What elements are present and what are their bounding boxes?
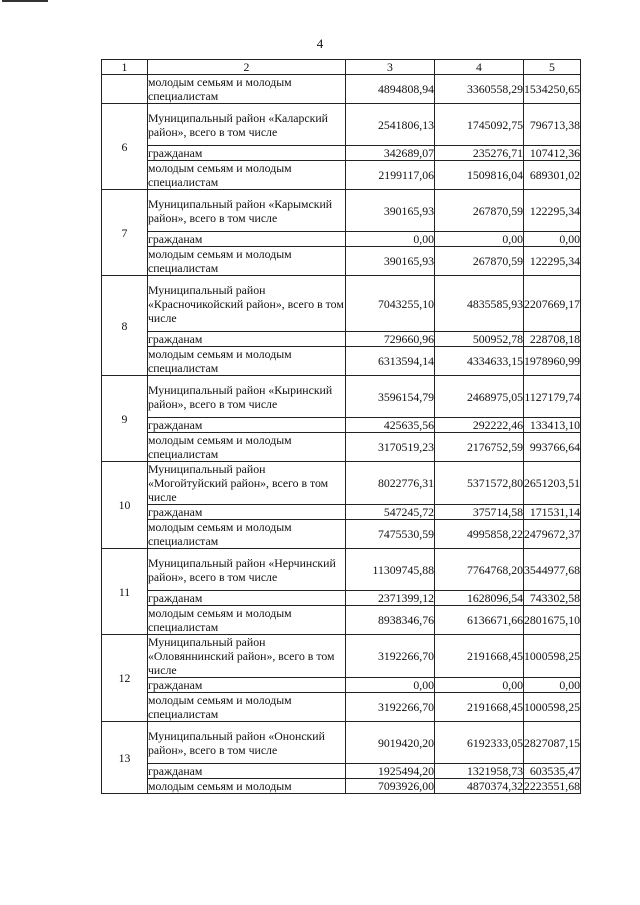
amount-c4: 4334633,15 — [435, 347, 524, 376]
row-description: молодым семьям и молодым специалистам — [148, 75, 346, 104]
amount-c3: 3596154,79 — [346, 376, 435, 418]
table-row — [102, 779, 581, 794]
amount-c3: 6313594,14 — [346, 347, 435, 376]
row-description: молодым семьям и молодым специалистам — [148, 161, 346, 190]
amount-c4: 267870,59 — [435, 190, 524, 232]
table-row — [102, 549, 581, 591]
row-number — [102, 75, 148, 104]
amount-c3: 390165,93 — [346, 190, 435, 232]
table-row — [102, 75, 581, 104]
column-header-4: 4 — [435, 60, 524, 75]
amount-c4: 235276,71 — [435, 146, 524, 161]
table-row — [102, 591, 581, 606]
header-row — [102, 60, 581, 75]
amount-c5: 0,00 — [524, 678, 581, 693]
amount-c3: 9019420,20 — [346, 722, 435, 764]
row-description: молодым семьям и молодым специалистам — [148, 247, 346, 276]
amount-c4: 1628096,54 — [435, 591, 524, 606]
amount-c5: 2801675,10 — [524, 606, 581, 635]
table-row — [102, 190, 581, 232]
amount-c4: 4870374,32 — [435, 779, 524, 794]
amount-c4: 6192333,05 — [435, 722, 524, 764]
amount-c5: 689301,02 — [524, 161, 581, 190]
table-row — [102, 520, 581, 549]
amount-c4: 500952,78 — [435, 332, 524, 347]
row-description: Муниципальный район «Оловяннинский район», всего в том числе — [148, 635, 346, 678]
amount-c5: 2207669,17 — [524, 276, 581, 332]
row-description: гражданам — [148, 678, 346, 693]
amount-c3: 8938346,76 — [346, 606, 435, 635]
amount-c3: 3192266,70 — [346, 635, 435, 678]
amount-c5: 993766,64 — [524, 433, 581, 462]
row-description: Муниципальный район «Ононский район», всего в том числе — [148, 722, 346, 764]
amount-c3: 342689,07 — [346, 146, 435, 161]
amount-c3: 547245,72 — [346, 505, 435, 520]
amount-c5: 0,00 — [524, 232, 581, 247]
table-row — [102, 606, 581, 635]
amount-c3: 425635,56 — [346, 418, 435, 433]
amount-c4: 0,00 — [435, 232, 524, 247]
budget-table — [101, 59, 581, 794]
row-description: Муниципальный район «Карымский район», всего в том числе — [148, 190, 346, 232]
top-rule — [2, 0, 48, 2]
table-row — [102, 462, 581, 505]
amount-c4: 2191668,45 — [435, 635, 524, 678]
amount-c4: 2468975,05 — [435, 376, 524, 418]
amount-c3: 390165,93 — [346, 247, 435, 276]
amount-c3: 0,00 — [346, 678, 435, 693]
table-row — [102, 678, 581, 693]
table-row — [102, 693, 581, 722]
row-description: гражданам — [148, 332, 346, 347]
amount-c4: 6136671,66 — [435, 606, 524, 635]
table-row — [102, 505, 581, 520]
amount-c5: 603535,47 — [524, 764, 581, 779]
amount-c3: 11309745,88 — [346, 549, 435, 591]
row-description: гражданам — [148, 146, 346, 161]
amount-c4: 4835585,93 — [435, 276, 524, 332]
row-description: гражданам — [148, 591, 346, 606]
table-row — [102, 418, 581, 433]
amount-c4: 292222,46 — [435, 418, 524, 433]
amount-c4: 2176752,59 — [435, 433, 524, 462]
amount-c3: 2371399,12 — [346, 591, 435, 606]
amount-c5: 796713,38 — [524, 104, 581, 146]
table-row — [102, 376, 581, 418]
amount-c3: 7043255,10 — [346, 276, 435, 332]
amount-c5: 1000598,25 — [524, 693, 581, 722]
table-row — [102, 722, 581, 764]
amount-c4: 375714,58 — [435, 505, 524, 520]
amount-c5: 2479672,37 — [524, 520, 581, 549]
amount-c3: 7093926,00 — [346, 779, 435, 794]
table-row — [102, 161, 581, 190]
row-description: Муниципальный район «Красночикойский район», всего в том числе — [148, 276, 346, 332]
row-description: Муниципальный район «Нерчинский район», всего в том числе — [148, 549, 346, 591]
row-description: молодым семьям и молодым специалистам — [148, 606, 346, 635]
row-description: Муниципальный район «Кыринский район», всего в том числе — [148, 376, 346, 418]
amount-c5: 122295,34 — [524, 247, 581, 276]
column-header-3: 3 — [346, 60, 435, 75]
amount-c5: 2223551,68 — [524, 779, 581, 793]
amount-c5: 228708,18 — [524, 332, 581, 347]
row-description: молодым семьям и молодым специалистам — [148, 693, 346, 722]
row-number: 9 — [102, 376, 148, 462]
row-description: молодым семьям и молодым специалистам — [148, 347, 346, 376]
amount-c3: 8022776,31 — [346, 462, 435, 505]
amount-c3: 729660,96 — [346, 332, 435, 347]
row-description: гражданам — [148, 505, 346, 520]
table-row — [102, 232, 581, 247]
row-description: гражданам — [148, 764, 346, 779]
amount-c3: 4894808,94 — [346, 75, 435, 104]
amount-c5: 3544977,68 — [524, 549, 581, 591]
amount-c3: 3192266,70 — [346, 693, 435, 722]
amount-c5: 122295,34 — [524, 190, 581, 232]
table-row — [102, 146, 581, 161]
table-row — [102, 247, 581, 276]
amount-c5: 2651203,51 — [524, 462, 581, 505]
row-number: 13 — [102, 722, 148, 794]
table-row — [102, 104, 581, 146]
amount-c3: 2541806,13 — [346, 104, 435, 146]
amount-c3: 1925494,20 — [346, 764, 435, 779]
amount-c3: 0,00 — [346, 232, 435, 247]
amount-c4: 2191668,45 — [435, 693, 524, 722]
amount-c3: 7475530,59 — [346, 520, 435, 549]
table-row — [102, 276, 581, 332]
row-number: 11 — [102, 549, 148, 635]
amount-c4: 1321958,73 — [435, 764, 524, 779]
amount-c4: 5371572,80 — [435, 462, 524, 505]
amount-c4: 0,00 — [435, 678, 524, 693]
row-description: гражданам — [148, 232, 346, 247]
amount-c5: 2827087,15 — [524, 722, 581, 764]
amount-c4: 3360558,29 — [435, 75, 524, 104]
table-row — [102, 433, 581, 462]
amount-c5: 1978960,99 — [524, 347, 581, 376]
amount-c3: 3170519,23 — [346, 433, 435, 462]
row-number: 6 — [102, 104, 148, 190]
column-header-2: 2 — [148, 60, 346, 75]
table-row — [102, 332, 581, 347]
page-number: 4 — [316, 36, 324, 51]
amount-c5: 171531,14 — [524, 505, 581, 520]
table-row — [102, 635, 581, 678]
row-number: 7 — [102, 190, 148, 276]
row-description: молодым семьям и молодым — [148, 779, 346, 794]
row-description: молодым семьям и молодым специалистам — [148, 520, 346, 549]
amount-c3: 2199117,06 — [346, 161, 435, 190]
table-row — [102, 347, 581, 376]
column-header-5: 5 — [524, 60, 581, 75]
row-description: Муниципальный район «Каларский район», всего в том числе — [148, 104, 346, 146]
amount-c5: 1534250,65 — [524, 75, 581, 104]
amount-c4: 1745092,75 — [435, 104, 524, 146]
amount-c4: 7764768,20 — [435, 549, 524, 591]
row-number: 10 — [102, 462, 148, 549]
amount-c5: 133413,10 — [524, 418, 581, 433]
table-row — [102, 764, 581, 779]
column-header-1: 1 — [102, 60, 148, 75]
amount-c5: 107412,36 — [524, 146, 581, 161]
row-description: молодым семьям и молодым специалистам — [148, 433, 346, 462]
amount-c4: 1509816,04 — [435, 161, 524, 190]
row-description: гражданам — [148, 418, 346, 433]
row-number: 12 — [102, 635, 148, 722]
amount-c5: 1127179,74 — [524, 376, 581, 418]
amount-c5: 1000598,25 — [524, 635, 581, 678]
amount-c4: 4995858,22 — [435, 520, 524, 549]
amount-c5: 743302,58 — [524, 591, 581, 606]
row-number: 8 — [102, 276, 148, 376]
amount-c4: 267870,59 — [435, 247, 524, 276]
row-description: Муниципальный район «Могойтуйский район», всего в том числе — [148, 462, 346, 505]
